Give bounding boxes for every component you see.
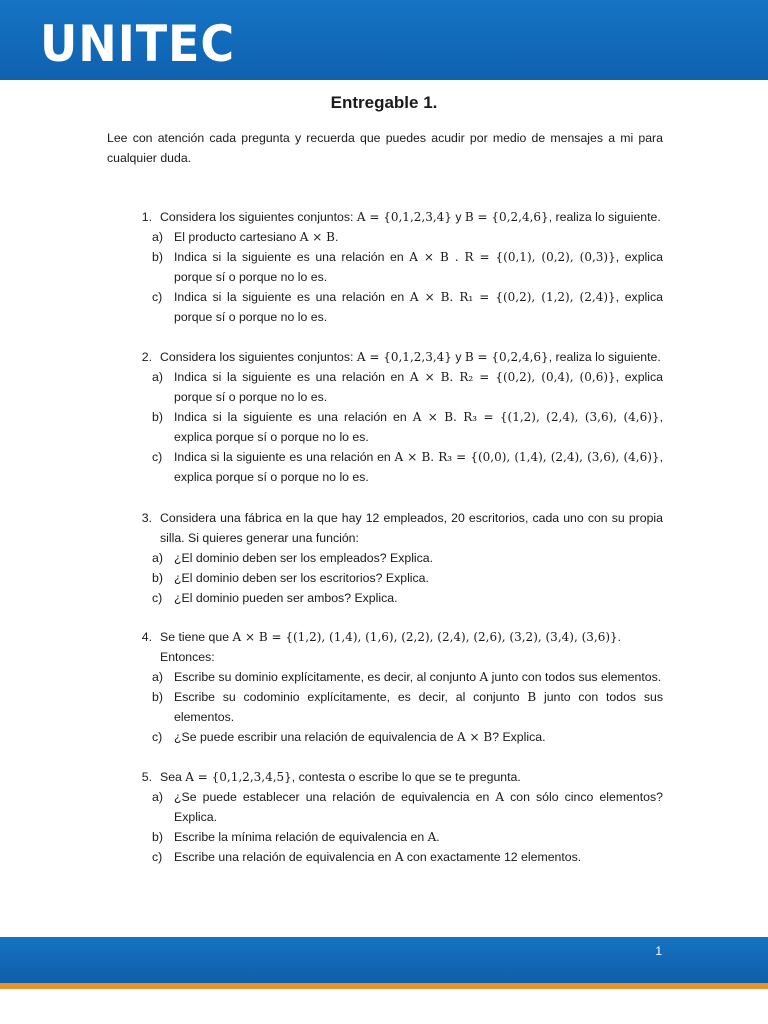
sub-question: b) Indica si la siguiente es una relación en A × B. R₃ = {(1,2), (2,4), (3,6), (4,6)}, explica porque sí o porque no lo es. — [152, 410, 663, 444]
math-expression: A = {0,1,2,3,4,5} — [185, 770, 292, 784]
math-expression: A = {0,1,2,3,4} — [356, 350, 452, 364]
sub-question: c) ¿Se puede escribir una relación de equivalencia de A × B? Explica. — [152, 730, 546, 744]
sub-question: b) Escribe la mínima relación de equivalencia en A. — [152, 830, 440, 844]
sub-question: c) Indica si la siguiente es una relación en A × B. R₃ = {(0,0), (1,4), (2,4), (3,6), (4,6)}, explica porque sí o porque no lo es. — [152, 450, 663, 484]
sub-question: c) Indica si la siguiente es una relación en A × B. R₁ = {(0,2), (1,2), (2,4)}, explica porque sí o porque no lo es. — [152, 290, 663, 324]
math-expression: A = {0,1,2,3,4} — [356, 210, 452, 224]
math-expression: A × B = {(1,2), (1,4), (1,6), (2,2), (2,4), (2,6), (3,2), (3,4), (3,6)} — [232, 630, 618, 644]
question-4: 4. Se tiene que A × B = {(1,2), (1,4), (1,6), (2,2), (2,4), (2,6), (3,2), (3,4), (3,6)}. Entonces: a) Escribe su dominio explícitamente, es decir, al conjunto A junto con todos sus elementos. b) Escribe su codominio explícitamente, es decir, al conjunto B junto con todos sus elementos. c) ¿Se puede escribir una relación de equivalencia de A × B? Explica. — [107, 627, 663, 747]
sub-question: b) Indica si la siguiente es una relación en A × B . R = {(0,1), (0,2), (0,3)}, explica porque sí o porque no lo es. — [152, 250, 663, 284]
sub-question: c) ¿El dominio pueden ser ambos? Explica. — [152, 591, 398, 605]
sub-question: b) ¿El dominio deben ser los escritorios? Explica. — [152, 571, 429, 585]
sub-question: a) Escribe su dominio explícitamente, es decir, al conjunto A junto con todos sus elementos. — [152, 670, 662, 684]
intro-paragraph: Lee con atención cada pregunta y recuerda que puedes acudir por medio de mensajes a mi para cualquier duda. — [107, 131, 663, 165]
math-expression: B = {0,2,4,6} — [464, 350, 549, 364]
page-title: Entregable 1. — [330, 93, 438, 112]
question-number: 3. — [141, 511, 152, 525]
question-2: 2. Considera los siguientes conjuntos: A = {0,1,2,3,4} y B = {0,2,4,6}, realiza lo siguiente. a) Indica si la siguiente es una relación en A × B. R₂ = {(0,2), (0,4), (0,6)}, explica porque sí o porque no lo es. b) Indica si la siguiente es una relación en A × B. R₃ = {(1,2), (2,4), (3,6), (4,6)}, explica porque sí o porque no lo es. c) Indica si la siguiente es una relación en A × B. R₃ = {(0,0), (1,4), (2,4), (3,6), (4,6)}, explica porque sí o porque no lo es. — [107, 347, 663, 487]
unitec-logo: UNITEC — [40, 15, 236, 73]
header-banner — [0, 0, 768, 80]
question-3: 3. Considera una fábrica en la que hay 12 empleados, 20 escritorios, cada uno con su propia silla. Si quieres generar una función: a) ¿El dominio deben ser los empleados? Explica. b) ¿El dominio deben ser los escritorios? Explica. c) ¿El dominio pueden ser ambos? Explica. — [107, 508, 663, 608]
question-number: 4. — [141, 630, 152, 644]
page-number: 1 — [655, 944, 662, 958]
sub-question: a) Indica si la siguiente es una relación en A × B. R₂ = {(0,2), (0,4), (0,6)}, explica porque sí o porque no lo es. — [152, 370, 663, 404]
question-5: 5. Sea A = {0,1,2,3,4,5}, contesta o escribe lo que se te pregunta. a) ¿Se puede establecer una relación de equivalencia en A con sólo cinco elementos? Explica. b) Escribe la mínima relación de equivalencia en A. c) Escribe una relación de equivalencia en A con exactamente 12 elementos. — [107, 767, 663, 867]
sub-question: a) ¿El dominio deben ser los empleados? Explica. — [152, 551, 434, 565]
question-1: 1. Considera los siguientes conjuntos: A = {0,1,2,3,4} y B = {0,2,4,6}, realiza lo siguiente. a) El producto cartesiano A × B. b) Indica si la siguiente es una relación en A × B . R = {(0,1), (0,2), (0,3)}, explica porque sí o porque no lo es. c) Indica si la siguiente es una relación en A × B. R₁ = {(0,2), (1,2), (2,4)}, explica porque sí o porque no lo es. — [107, 207, 663, 327]
question-number: 2. — [141, 350, 152, 364]
math-expression: B = {0,2,4,6} — [464, 210, 549, 224]
sub-question: a) ¿Se puede establecer una relación de equivalencia en A con sólo cinco elementos? Explica. — [152, 790, 663, 824]
sub-question: a) El producto cartesiano A × B. — [152, 230, 339, 244]
footer-accent-stripe — [0, 983, 768, 989]
sub-question: b) Escribe su codominio explícitamente, es decir, al conjunto B junto con todos sus elementos. — [152, 690, 663, 724]
sub-question: c) Escribe una relación de equivalencia en A con exactamente 12 elementos. — [152, 850, 582, 864]
question-number: 5. — [141, 770, 152, 784]
question-number: 1. — [141, 210, 152, 224]
footer-banner — [0, 937, 768, 983]
